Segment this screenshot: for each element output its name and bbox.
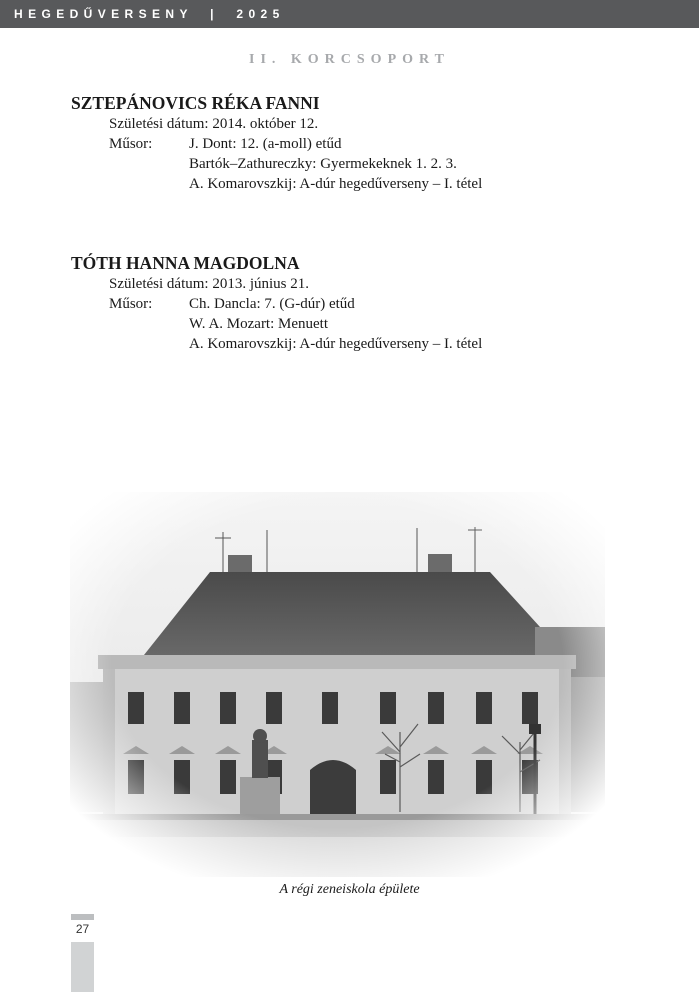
- program-label: Műsor:: [109, 136, 153, 152]
- building-illustration: [70, 492, 605, 877]
- program-item: A. Komarovszkij: A-dúr hegedűverseny – I. tétel: [189, 176, 483, 192]
- program-item: Bartók–Zathureczky: Gyermekeknek 1. 2. 3.: [189, 156, 457, 172]
- contestant-name: SZTEPÁNOVICS RÉKA FANNI: [71, 93, 320, 113]
- page-tab: [71, 914, 94, 992]
- contestant-entry: [71, 92, 631, 194]
- program-label: Műsor:: [109, 296, 153, 312]
- birth-date: Születési dátum: 2013. június 21.: [109, 276, 309, 292]
- program-item: W. A. Mozart: Menuett: [189, 316, 329, 332]
- page-number: 27: [75, 922, 90, 936]
- section-heading: II. KORCSOPORT: [249, 52, 450, 67]
- birth-date: Születési dátum: 2014. október 12.: [109, 116, 319, 132]
- building-photo: [70, 492, 605, 877]
- photo-caption: A régi zeneiskola épülete: [279, 882, 420, 897]
- program-item: A. Komarovszkij: A-dúr hegedűverseny – I. tétel: [189, 336, 483, 352]
- header-title: HEGEDŰVERSENY | 2025: [14, 7, 285, 21]
- header-bar: [0, 0, 699, 28]
- program-item: Ch. Dancla: 7. (G-dúr) etűd: [189, 296, 355, 312]
- contestant-entry: [71, 252, 631, 354]
- contestant-name: TÓTH HANNA MAGDOLNA: [71, 253, 300, 273]
- program-item: J. Dont: 12. (a-moll) etűd: [189, 136, 342, 152]
